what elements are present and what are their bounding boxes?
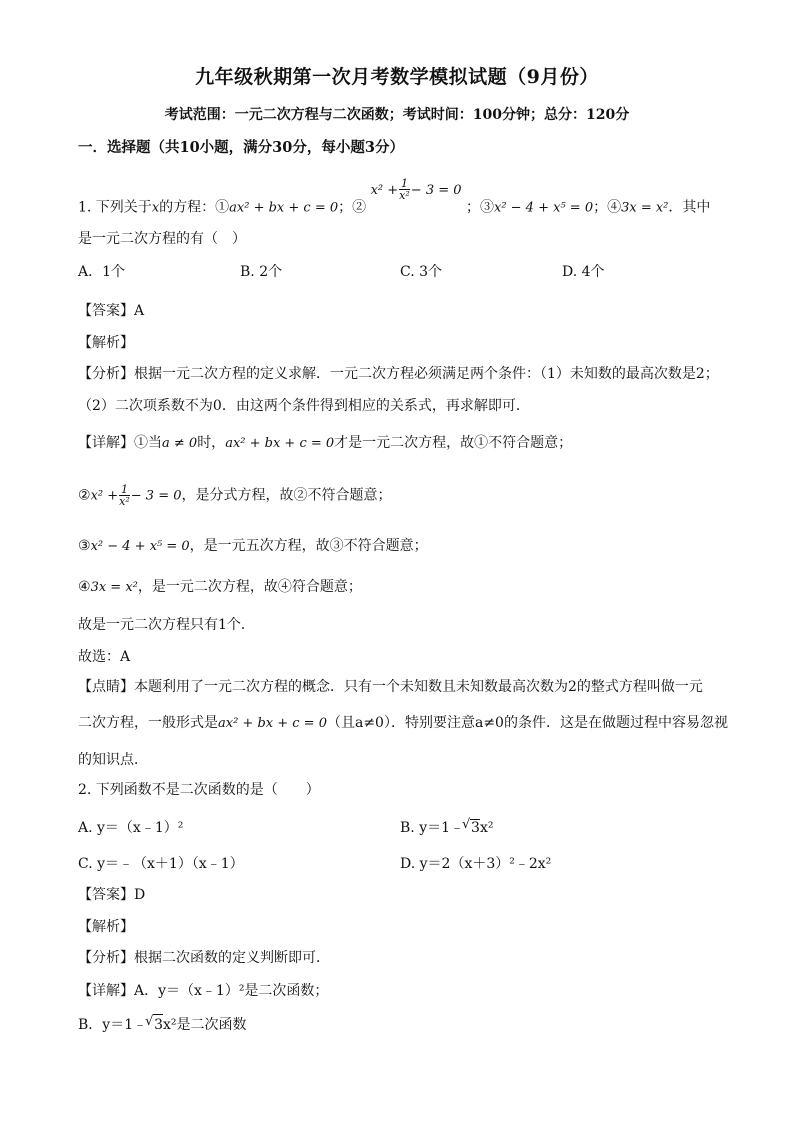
q2-option-d: D. y＝2（x＋3）²﹣2x² bbox=[400, 856, 552, 872]
q1-option-b: B. 2个 bbox=[240, 264, 283, 280]
q2-analysis-label: 【解析】 bbox=[78, 919, 134, 935]
q1-d2-left: x² + bbox=[90, 488, 119, 504]
q1-suffix: ．其中 bbox=[668, 199, 711, 216]
q1-d2-frac bbox=[119, 484, 130, 507]
q1-stem-line2: 是一元二次方程的有（ ） bbox=[78, 231, 246, 247]
q1-detail-suffix: 才是一元二次方程，故①不符合题意； bbox=[334, 435, 573, 451]
q1-detail-cond: a ≠ 0 bbox=[162, 436, 198, 451]
q2-optb-prefix: B. y＝1﹣ bbox=[400, 820, 465, 836]
q1-d4-suffix: ，是一元二次方程，故④符合题意； bbox=[137, 579, 362, 595]
q1-d4-prefix: ④ bbox=[78, 579, 91, 595]
q2-optb-suffix: x² bbox=[479, 820, 494, 836]
q1-analysis-label: 【解析】 bbox=[78, 335, 134, 351]
q1-dianjing2-prefix: 二次方程，一般形式是 bbox=[78, 715, 218, 731]
q2-stem: 2. 下列函数不是二次函数的是（ ） bbox=[78, 782, 320, 798]
q1-d2-den: x² bbox=[119, 495, 130, 508]
exam-info: 考试范围：一元二次方程与二次函数；考试时间：100分钟；总分：120分 bbox=[164, 107, 630, 123]
q1-detail-line3 bbox=[78, 536, 428, 557]
q2-detail-b bbox=[78, 1014, 247, 1035]
q1-d2-right: − 3 = 0 bbox=[130, 488, 182, 504]
q2-option-a: A. y＝（x﹣1）² bbox=[78, 820, 184, 836]
q1-mid: 的方程：① bbox=[159, 199, 230, 216]
q1-var: x bbox=[151, 200, 160, 216]
q1-eq2-left: x² + bbox=[370, 182, 399, 198]
q1-dianjing-line1: 【点睛】本题利用了一元二次方程的概念．只有一个未知数且未知数最高次数为2的整式方程叫做一元 bbox=[78, 679, 703, 695]
q1-eq2-right: − 3 = 0 bbox=[410, 182, 462, 198]
q1-analysis-line2: （2）二次项系数不为0．由这两个条件得到相应的关系式，再求解即可． bbox=[78, 398, 530, 414]
q1-sep2: ；② bbox=[338, 199, 367, 216]
q1-detail-mid: 时， bbox=[197, 435, 226, 451]
q1-analysis-line1: 【分析】根据一元二次方程的定义求解．一元二次方程必须满足两个条件：（1）未知数的最高次数是2； bbox=[78, 366, 719, 382]
q1-eq1: ax² + bx + c = 0 bbox=[229, 200, 339, 216]
q1-prefix: 1. 下列关于 bbox=[78, 199, 152, 216]
q1-sep3: ；③ bbox=[465, 199, 494, 216]
q1-dianjing2-suffix: （且a≠0）．特别要注意a≠0的条件．这是在做题过程中容易忽视 bbox=[326, 715, 728, 731]
q1-d2-suffix: ，是分式方程，故②不符合题意； bbox=[181, 487, 392, 504]
q1-dianjing-line2 bbox=[78, 713, 728, 734]
q2-detailb-suffix: x²是二次函数 bbox=[163, 1017, 247, 1033]
q1-d2-num: 1 bbox=[120, 483, 128, 496]
q1-eq3: x² − 4 + x⁵ = 0 bbox=[493, 200, 594, 216]
q1-detail-prefix: 【详解】①当 bbox=[78, 435, 162, 451]
q1-eq2-num: 1 bbox=[400, 177, 408, 190]
q1-dianjing2-eq: ax² + bx + c = 0 bbox=[218, 716, 327, 731]
q1-d2-prefix: ② bbox=[78, 487, 91, 504]
q1-detail-line2 bbox=[78, 484, 392, 507]
q2-option-c: C. y＝﹣（x＋1）（x﹣1） bbox=[78, 856, 244, 872]
q1-dianjing-line3: 的知识点． bbox=[78, 752, 148, 768]
q1-detail-line1 bbox=[78, 433, 572, 454]
q2-optb-root: √ 3 bbox=[470, 819, 480, 836]
q1-stem-line1 bbox=[78, 177, 711, 219]
page-title: 九年级秋期第一次月考数学模拟试题（9月份） bbox=[195, 66, 599, 88]
q2-detail-a: 【详解】A．y＝（x﹣1）²是二次函数； bbox=[78, 983, 329, 999]
q1-answer: 【答案】A bbox=[78, 303, 145, 319]
q1-detail-eq: ax² + bx + c = 0 bbox=[225, 436, 335, 451]
q1-d3-prefix: ③ bbox=[78, 538, 91, 554]
q1-option-d: D. 4个 bbox=[562, 264, 605, 280]
q2-answer: 【答案】D bbox=[78, 887, 146, 903]
section-heading: 一．选择题（共10小题，满分30分，每小题3分） bbox=[78, 139, 404, 156]
q1-d3-suffix: ，是一元五次方程，故③不符合题意； bbox=[189, 538, 428, 554]
q1-option-a: A．1个 bbox=[78, 264, 126, 280]
q1-choose: 故选：A bbox=[78, 649, 131, 665]
q1-eq4: 3x = x² bbox=[621, 200, 669, 216]
q2-option-b bbox=[400, 817, 493, 837]
q1-eq2-frac bbox=[399, 178, 410, 201]
q2-analysis: 【分析】根据二次函数的定义判断即可． bbox=[78, 950, 330, 966]
q1-sep4: ；④ bbox=[593, 199, 622, 216]
q2-detailb-prefix: B．y＝1﹣ bbox=[78, 1017, 148, 1033]
q1-eq2-den: x² bbox=[399, 189, 410, 202]
q1-eq2 bbox=[370, 177, 462, 202]
q1-option-c: C. 3个 bbox=[400, 264, 443, 280]
q1-d3-eq: x² − 4 + x⁵ = 0 bbox=[90, 539, 190, 554]
q1-detail-line4 bbox=[78, 577, 362, 598]
q1-conclusion: 故是一元二次方程只有1个． bbox=[78, 617, 255, 633]
q1-d4-eq: 3x = x² bbox=[90, 580, 138, 595]
q2-detailb-root: √ 3 bbox=[153, 1014, 163, 1035]
